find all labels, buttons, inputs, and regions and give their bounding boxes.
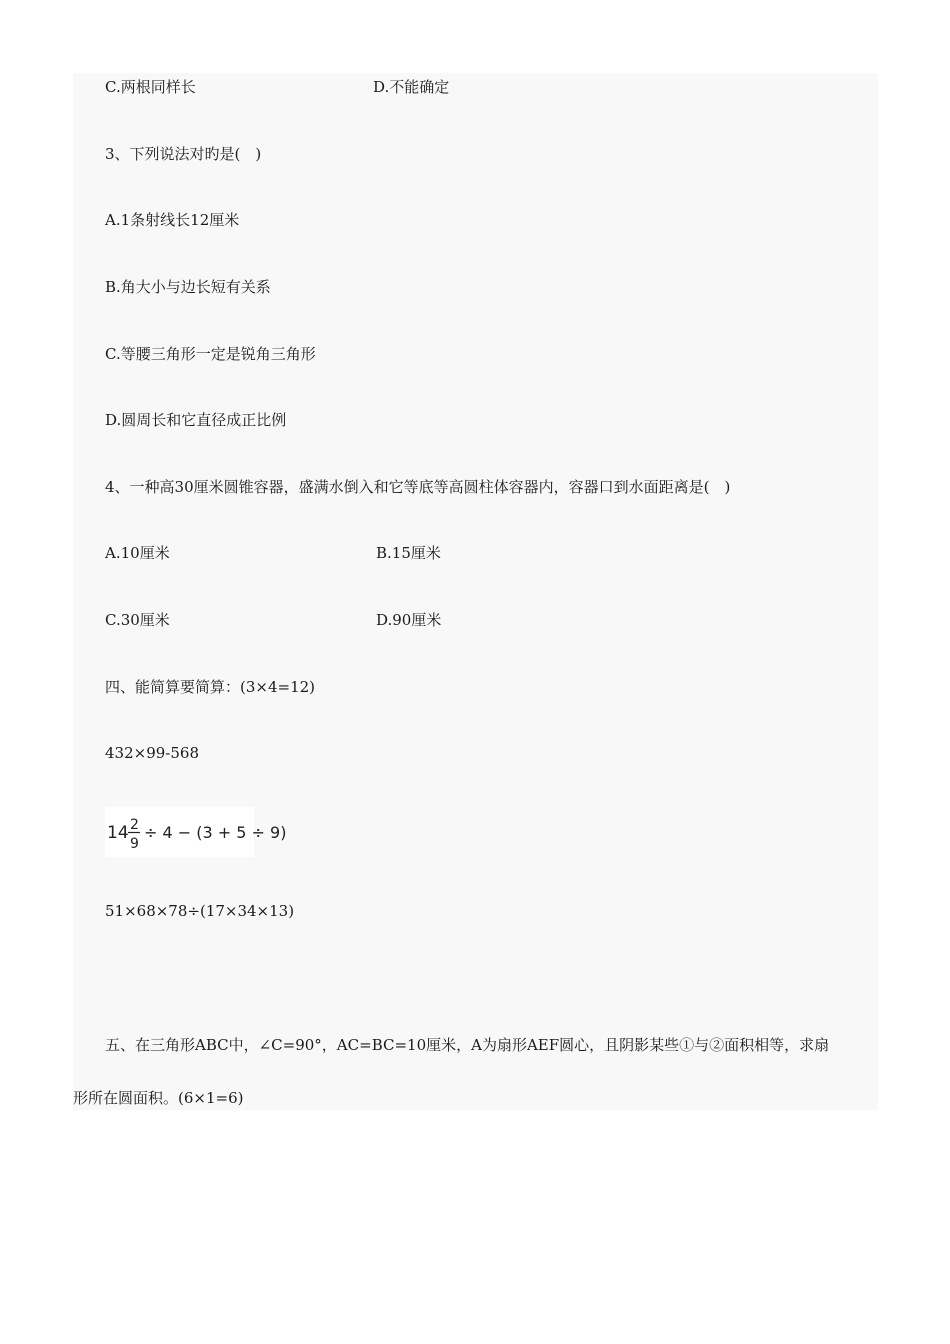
q4-option-d: D.90厘米: [376, 611, 442, 629]
expression-3: 51×68×78÷(17×34×13): [105, 902, 295, 920]
q3-option-c: C.等腰三角形一定是锐角三角形: [105, 345, 316, 363]
expression-2-formula: [105, 807, 287, 857]
q3-stem: 3、下列说法对旳是( ): [105, 145, 262, 163]
q3-option-d: D.圆周长和它直径成正比例: [105, 411, 287, 429]
section5-line-2: 形所在圆面积。(6×1=6): [73, 1089, 244, 1107]
section5-line-1: 五、在三角形ABC中，∠C=90°，AC=BC=10厘米，A为扇形AEF圆心，且阴影某些①与②面积相等，求扇: [105, 1036, 830, 1054]
expression-1: 432×99-568: [105, 744, 199, 762]
formula-whole-number: 14: [107, 823, 129, 843]
q4-option-c: C.30厘米: [105, 611, 170, 629]
q2-option-d: D.不能确定: [373, 78, 450, 96]
formula-numerator: 2: [130, 817, 139, 833]
q4-option-a: A.10厘米: [105, 544, 170, 562]
q2-option-c: C.两根同样长: [105, 78, 196, 96]
q3-option-b: B.角大小与边长短有关系: [105, 278, 271, 296]
q4-option-b: B.15厘米: [376, 544, 441, 562]
q3-option-a: A.1条射线长12厘米: [105, 211, 240, 229]
q4-stem: 4、一种高30厘米圆锥容器，盛满水倒入和它等底等高圆柱体容器内，容器口到水面距离是( ): [105, 478, 731, 496]
section4-heading: 四、能简算要简算：(3×4=12): [105, 678, 316, 696]
formula-rest: ÷ 4 − (3 + 5 ÷ 9): [144, 823, 287, 842]
formula-denominator: 9: [130, 836, 139, 852]
